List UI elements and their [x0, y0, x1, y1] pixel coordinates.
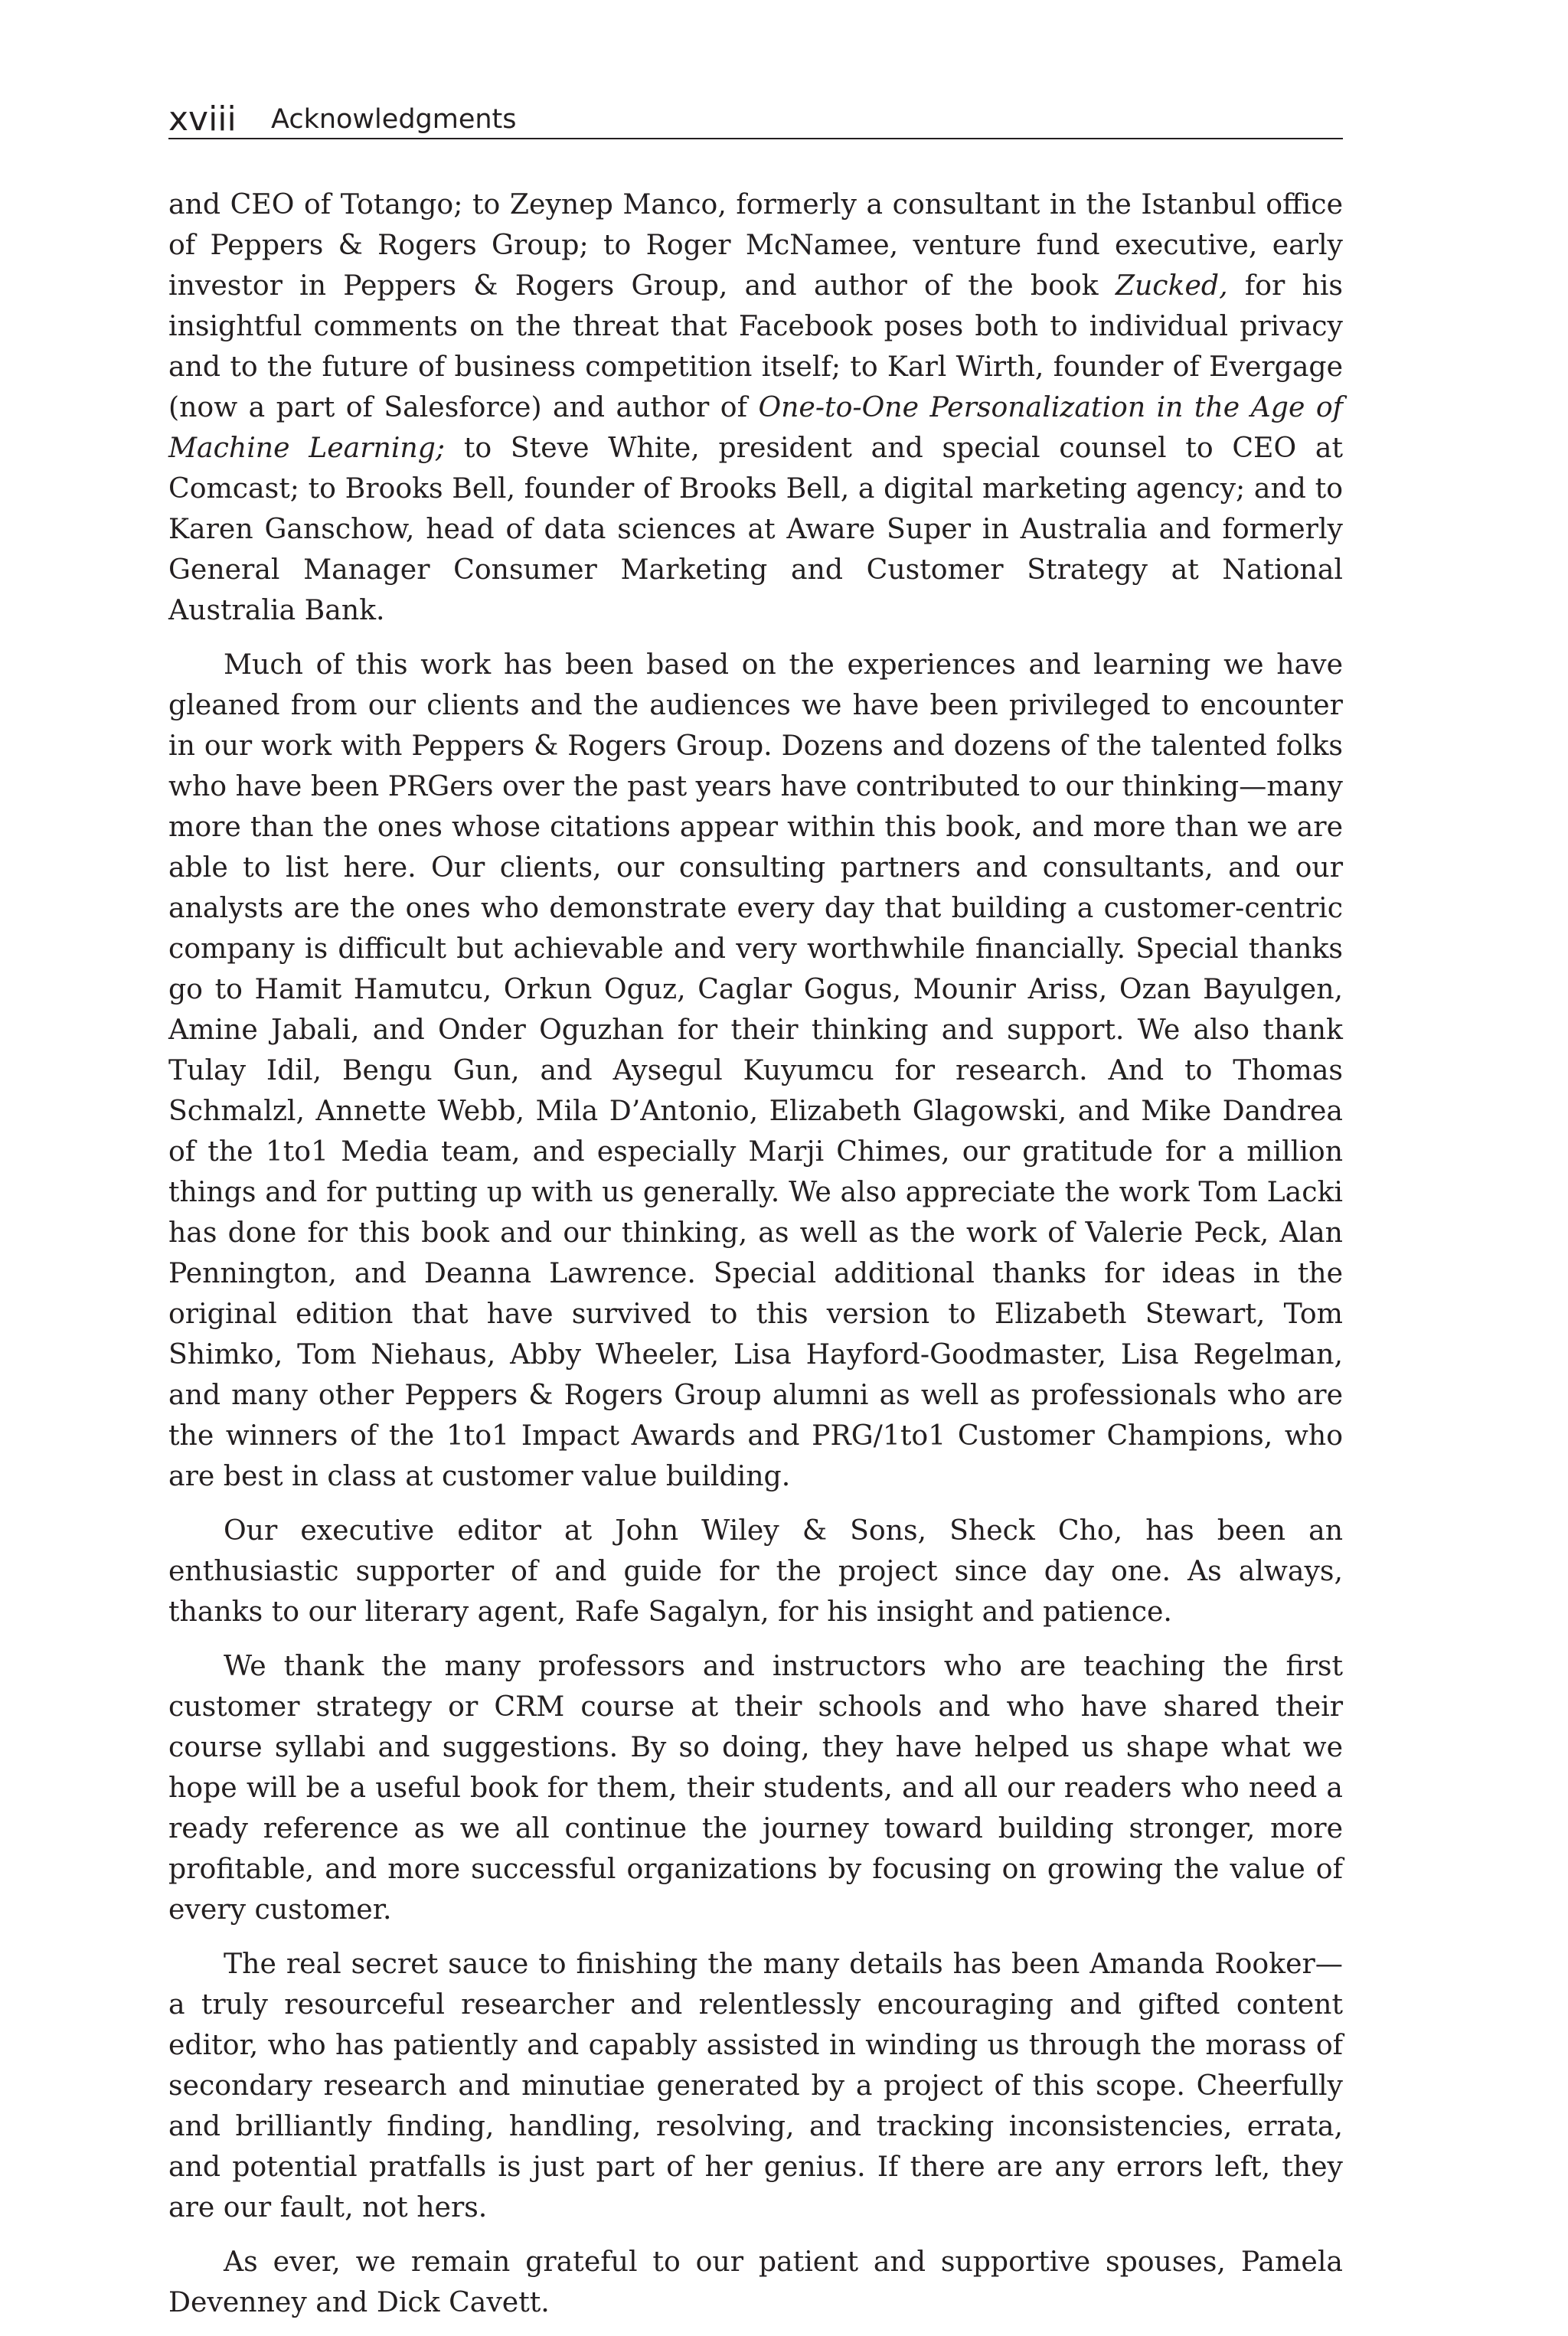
book-title-one-to-one: One-to-One Personalization in the Age of Machine Learning; — [168, 390, 1343, 464]
paragraph-professors: We thank the many professors and instructors who are teaching the first customer strategy or CRM course at their schools and who have shared their course syllabi and suggestions. By so doing, they have helped us shape what we hope will be a useful book for them, their students, and all our readers who need a ready reference as we all continue the journey toward building stronger, more profitable, and more successful organizations by focusing on growing the value of every customer. — [168, 1649, 1343, 1926]
paragraph-text: and CEO of Totango; to Zeynep Manco, formerly a consultant in the Istanbul office of Peppers & Rogers Group; to Roger McNamee, venture fund executive, early investor in Peppers & Rogers Group, and author of the book — [168, 188, 1343, 302]
section-title: Acknowledgments — [271, 104, 517, 135]
paragraph-editor: Our executive editor at John Wiley & Sons, Sheck Cho, has been an enthusiastic supporter of and guide for the project since day one. As always, thanks to our literary agent, Rafe Sagalyn, for his insight and patience. — [168, 1514, 1343, 1628]
paragraph-continuation — [168, 184, 1343, 630]
paragraph-clients: Much of this work has been based on the experiences and learning we have gleaned from our clients and the audiences we have been privileged to encounter in our work with Peppers & Rogers Group. Dozens and dozens of the talented folks who have been PRGers over the past years have contributed to our thinking—many more than the ones whose citations appear within this book, and more than we are able to list here. Our clients, our consulting partners and consultants, and our analysts are the ones who demonstrate every day that building a customer-centric company is difficult but achievable and very worthwhile financially. Special thanks go to Hamit Hamutcu, Orkun Oguz, Caglar Gogus, Mounir Ariss, Ozan Bayulgen, Amine Jabali, and Onder Oguzhan for their thinking and support. We also thank Tulay Idil, Bengu Gun, and Aysegul Kuyumcu for research. And to Thomas Schmalzl, Annette Webb, Mila D’Antonio, Elizabeth Glagowski, and Mike Dandrea of the 1to1 Media team, and especially Marji Chimes, our gratitude for a million things and for putting up with us generally. We also appreciate the work Tom Lacki has done for this book and our thinking, as well as the work of Valerie Peck, Alan Pennington, and Deanna Lawrence. Special additional thanks for ideas in the original edition that have survived to this version to Elizabeth Stewart, Tom Shimko, Tom Niehaus, Abby Wheeler, Lisa Hayford-Goodmaster, Lisa Regelman, and many other Peppers & Rogers Group alumni as well as professionals who are the winners of the 1to1 Impact Awards and PRG/1to1 Customer Champions, who are best in class at customer value building. — [168, 648, 1343, 1492]
body-text — [168, 184, 1343, 2336]
paragraph-text: to Steve White, president and special counsel to CEO at Comcast; to Brooks Bell, founder of Brooks Bell, a digital marketing agency; and to Karen Ganschow, head of data sciences at Aware Super in Australia and formerly General Manager Consumer Marketing and Customer Strategy at National Australia Bank. — [168, 431, 1343, 626]
running-head — [168, 90, 1343, 139]
page-number: xviii — [168, 100, 237, 139]
book-title-zucked: Zucked, — [1115, 269, 1228, 302]
paragraph-text: for his insightful comments on the threat that Facebook poses both to individual privacy and to the future of business competition itself; to Karl Wirth, founder of Evergage (now a part of Salesforce) and author of — [168, 269, 1343, 423]
paragraph-spouses: As ever, we remain grateful to our patient and supportive spouses, Pamela Devenney and Dick Cavett. — [168, 2245, 1343, 2318]
paragraph-researcher: The real secret sauce to finishing the many details has been Amanda Rooker—a truly resourceful researcher and relentlessly encouraging and gifted content editor, who has patiently and capably assisted in winding us through the morass of secondary research and minutiae generated by a project of this scope. Cheerfully and brilliantly finding, handling, resolving, and tracking inconsistencies, errata, and potential pratfalls is just part of her genius. If there are any errors left, they are our fault, not hers. — [168, 1947, 1343, 2223]
